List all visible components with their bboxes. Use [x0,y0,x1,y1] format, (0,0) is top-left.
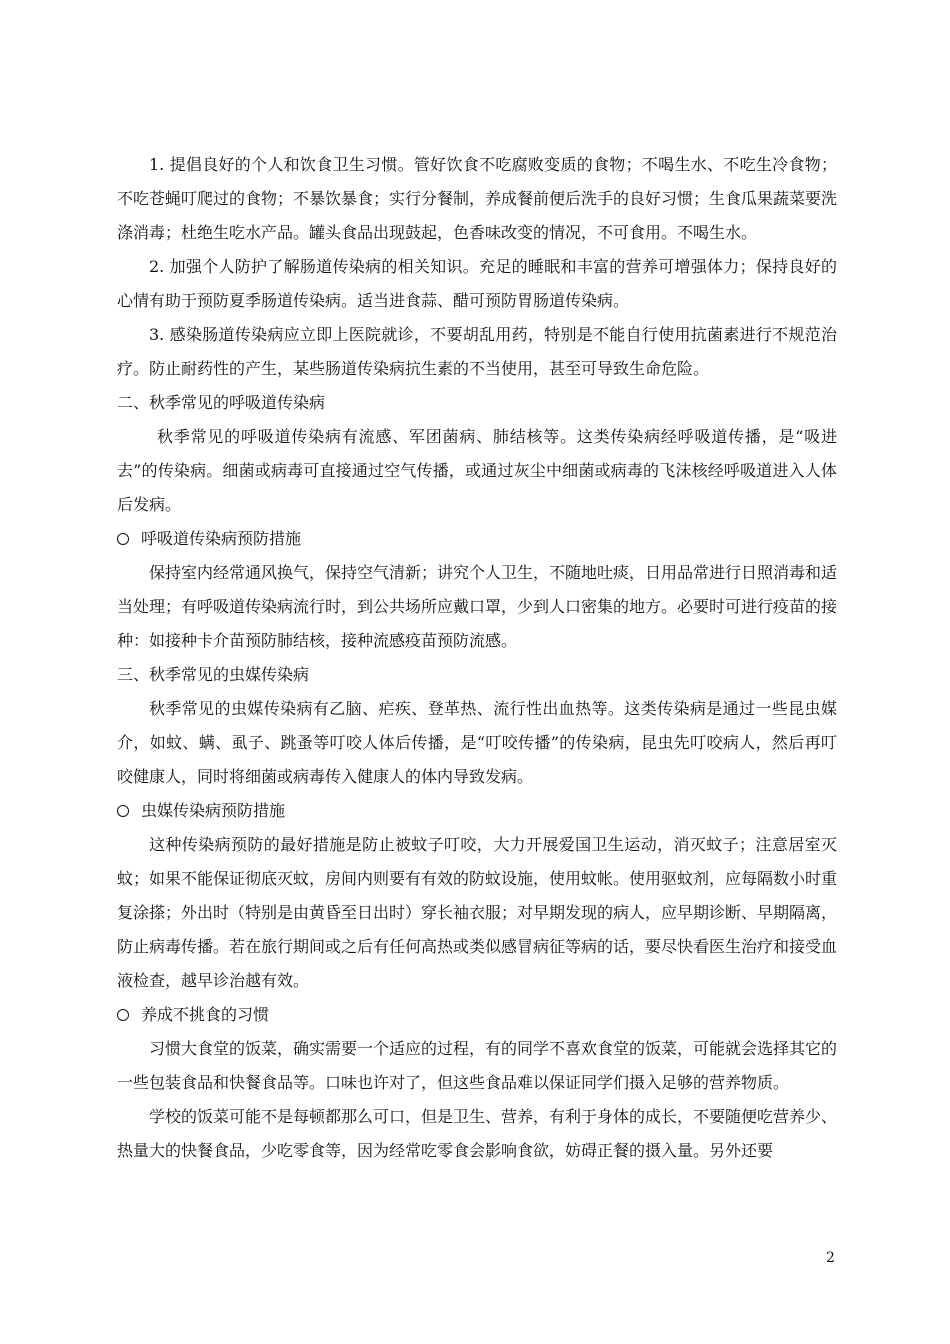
paragraph-respiratory-measures: 保持室内经常通风换气，保持空气清新；讲究个人卫生，不随地吐痰，日用品常进行日照消毒和适当处理；有呼吸道传染病流行时，到公共场所应戴口罩，少到人口密集的地方。必要时可进行疫苗的接种：如接种卡介苗预防肺结核，接种流感疫苗预防流感。 [117,563,838,650]
subheading-text: 呼吸道传染病预防措施 [141,529,302,548]
paragraph-personal-protection: 2. 加强个人防护了解肠道传染病的相关知识。充足的睡眠和丰富的营养可增强体力；保持良好的心情有助于预防夏季肠道传染病。适当进食蒜、醋可预防胃肠道传染病。 [117,257,837,310]
document-body [117,148,837,1168]
subheading-text: 养成不挑食的习惯 [141,1005,270,1024]
subheading-text: 虫媒传染病预防措施 [141,801,286,820]
page-number: 2 [826,1250,835,1266]
subheading-eating-habits [117,998,837,1032]
circle-bullet-icon [117,1009,129,1021]
circle-bullet-icon [117,533,129,545]
subheading-insect-prevention [117,794,837,828]
paragraph-insect-measures: 这种传染病预防的最好措施是防止被蚊子叮咬，大力开展爱国卫生运动，消灭蚊子；注意居室灭蚊；如果不能保证彻底灭蚊，房间内则要有有效的防蚊设施，使用蚊帐。使用驱蚊剂，应每隔数小时重复涂搽；外出时（特别是由黄昏至日出时）穿长袖衣服；对早期发现的病人，应早期诊断、早期隔离，防止病毒传播。若在旅行期间或之后有任何高热或类似感冒病征等病的话，要尽快看医生治疗和接受血液检查，越早诊治越有效。 [117,835,838,990]
paragraph-seek-medical-care: 3. 感染肠道传染病应立即上医院就诊，不要胡乱用药，特别是不能自行使用抗菌素进行不规范治疗。防止耐药性的产生，某些肠道传染病抗生素的不当使用，甚至可导致生命危险。 [117,325,837,378]
subheading-respiratory-prevention [117,522,837,556]
paragraph-insect-borne-diseases: 秋季常见的虫媒传染病有乙脑、疟疾、登革热、流行性出血热等。这类传染病是通过一些昆虫媒介，如蚊、螨、虱子、跳蚤等叮咬人体后传播，是“叮咬传播”的传染病，昆虫先叮咬病人，然后再叮咬健康人，同时将细菌或病毒传入健康人的体内导致发病。 [117,699,837,786]
paragraph-canteen-food: 习惯大食堂的饭菜，确实需要一个适应的过程，有的同学不喜欢食堂的饭菜，可能就会选择其它的一些包装食品和快餐食品等。口味也许对了，但这些食品难以保证同学们摄入足够的营养物质。 [117,1039,838,1092]
paragraph-respiratory-diseases: 秋季常见的呼吸道传染病有流感、军团菌病、肺结核等。这类传染病经呼吸道传播，是“吸进去”的传染病。细菌或病毒可直接通过空气传播，或通过灰尘中细菌或病毒的飞沫核经呼吸道进入人体后发病。 [117,427,837,514]
paragraph-hygiene-habits: 1. 提倡良好的个人和饮食卫生习惯。管好饮食不吃腐败变质的食物；不喝生水、不吃生冷食物；不吃苍蝇叮爬过的食物；不暴饮暴食；实行分餐制，养成餐前便后洗手的良好习惯；生食瓜果蔬菜要洗涤消毒；杜绝生吃水产品。罐头食品出现鼓起，色香味改变的情况，不可食用。不喝生水。 [117,155,838,242]
paragraph-school-meals: 学校的饭菜可能不是每顿都那么可口，但是卫生、营养，有利于身体的成长，不要随便吃营养少、热量大的快餐食品，少吃零食等，因为经常吃零食会影响食欲，妨碍正餐的摄入量。另外还要 [117,1107,838,1160]
section-heading-respiratory: 二、秋季常见的呼吸道传染病 [117,393,326,412]
section-heading-insect-borne: 三、秋季常见的虫媒传染病 [117,665,310,684]
circle-bullet-icon [117,805,129,817]
